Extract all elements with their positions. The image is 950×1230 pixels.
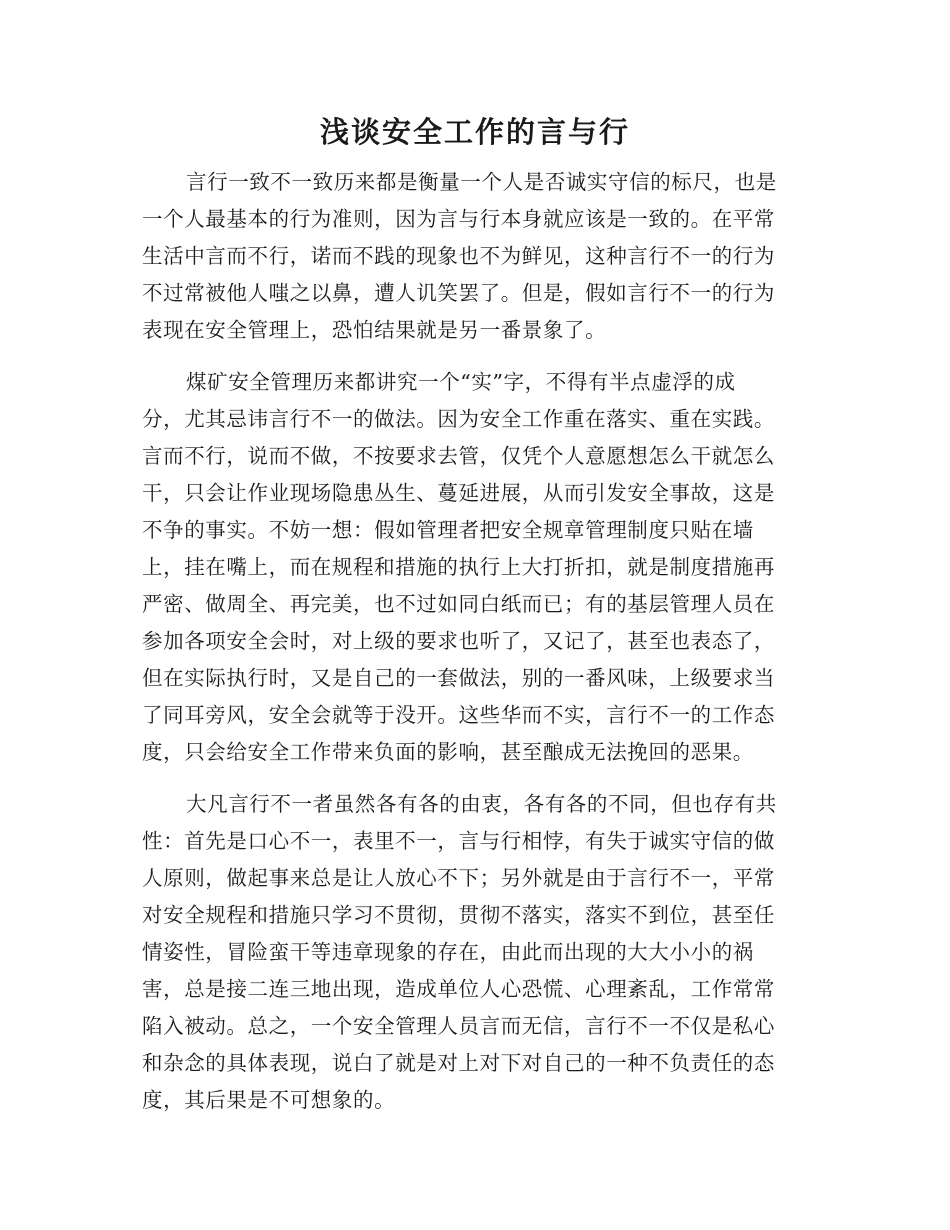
paragraph-2-line-1: 煤矿安全管理历来都讲究一个“实”字，不得有半点虚浮的成 xyxy=(186,370,736,394)
paragraph-1-line-3: 生活中言而不行，诺而不践的现象也不为鲜见，这种言行不一的行为 xyxy=(142,244,775,268)
paragraph-3-line-1: 大凡言行不一者虽然各有各的由衷，各有各的不同，但也存有共 xyxy=(186,792,777,816)
paragraph-2-line-3: 言而不行，说而不做，不按要求去管，仅凭个人意愿想怎么干就怎么 xyxy=(142,444,775,468)
paragraph-2-line-8: 参加各项安全会时，对上级的要求也听了，又记了，甚至也表态了， xyxy=(142,629,775,653)
paragraph-3-line-4: 对安全规程和措施只学习不贯彻，贯彻不落实，落实不到位，甚至任 xyxy=(142,903,775,927)
document-title: 浅谈安全工作的言与行 xyxy=(319,115,630,149)
paragraph-3-line-2: 性：首先是口心不一，表里不一，言与行相悖，有失于诚实守信的做 xyxy=(142,829,775,853)
paragraph-1-line-1: 言行一致不一致历来都是衡量一个人是否诚实守信的标尺，也是 xyxy=(186,170,777,194)
paragraph-3-line-7: 陷入被动。总之，一个安全管理人员言而无信，言行不一不仅是私心 xyxy=(142,1014,775,1038)
paragraph-3-line-6: 害，总是接二连三地出现，造成单位人心恐慌、心理紊乱，工作常常 xyxy=(142,977,775,1001)
paragraph-3-line-3: 人原则，做起事来总是让人放心不下；另外就是由于言行不一，平常 xyxy=(142,866,775,890)
paragraph-2-line-2: 分，尤其忌讳言行不一的做法。因为安全工作重在落实、重在实践。 xyxy=(142,407,775,431)
paragraph-2-line-7: 严密、做周全、再完美，也不过如同白纸而已；有的基层管理人员在 xyxy=(142,592,775,616)
paragraph-2-line-6: 上，挂在嘴上，而在规程和措施的执行上大打折扣，就是制度措施再 xyxy=(142,555,775,579)
paragraph-2-line-10: 了同耳旁风，安全会就等于没开。这些华而不实，言行不一的工作态 xyxy=(142,703,775,727)
paragraph-3-line-8: 和杂念的具体表现，说白了就是对上对下对自己的一种不负责任的态 xyxy=(142,1051,775,1075)
paragraph-1-line-5: 表现在安全管理上，恐怕结果就是另一番景象了。 xyxy=(142,318,607,342)
paragraph-2-line-4: 干，只会让作业现场隐患丛生、蔓延进展，从而引发安全事故，这是 xyxy=(142,481,775,505)
paragraph-3-line-5: 情姿性，冒险蛮干等违章现象的存在，由此而出现的大大小小的祸 xyxy=(142,940,754,964)
paragraph-2-line-11: 度，只会给安全工作带来负面的影响，甚至酿成无法挽回的恶果。 xyxy=(142,740,754,764)
paragraph-1-line-4: 不过常被他人嗤之以鼻，遭人讥笑罢了。但是，假如言行不一的行为 xyxy=(142,281,775,305)
paragraph-3-line-9: 度，其后果是不可想象的。 xyxy=(142,1088,396,1112)
paragraph-2-line-9: 但在实际执行时，又是自己的一套做法，别的一番风味，上级要求当 xyxy=(142,666,775,690)
paragraph-1-line-2: 一个人最基本的行为准则，因为言与行本身就应该是一致的。在平常 xyxy=(142,207,775,231)
paragraph-2-line-5: 不争的事实。不妨一想：假如管理者把安全规章管理制度只贴在墙 xyxy=(142,518,754,542)
